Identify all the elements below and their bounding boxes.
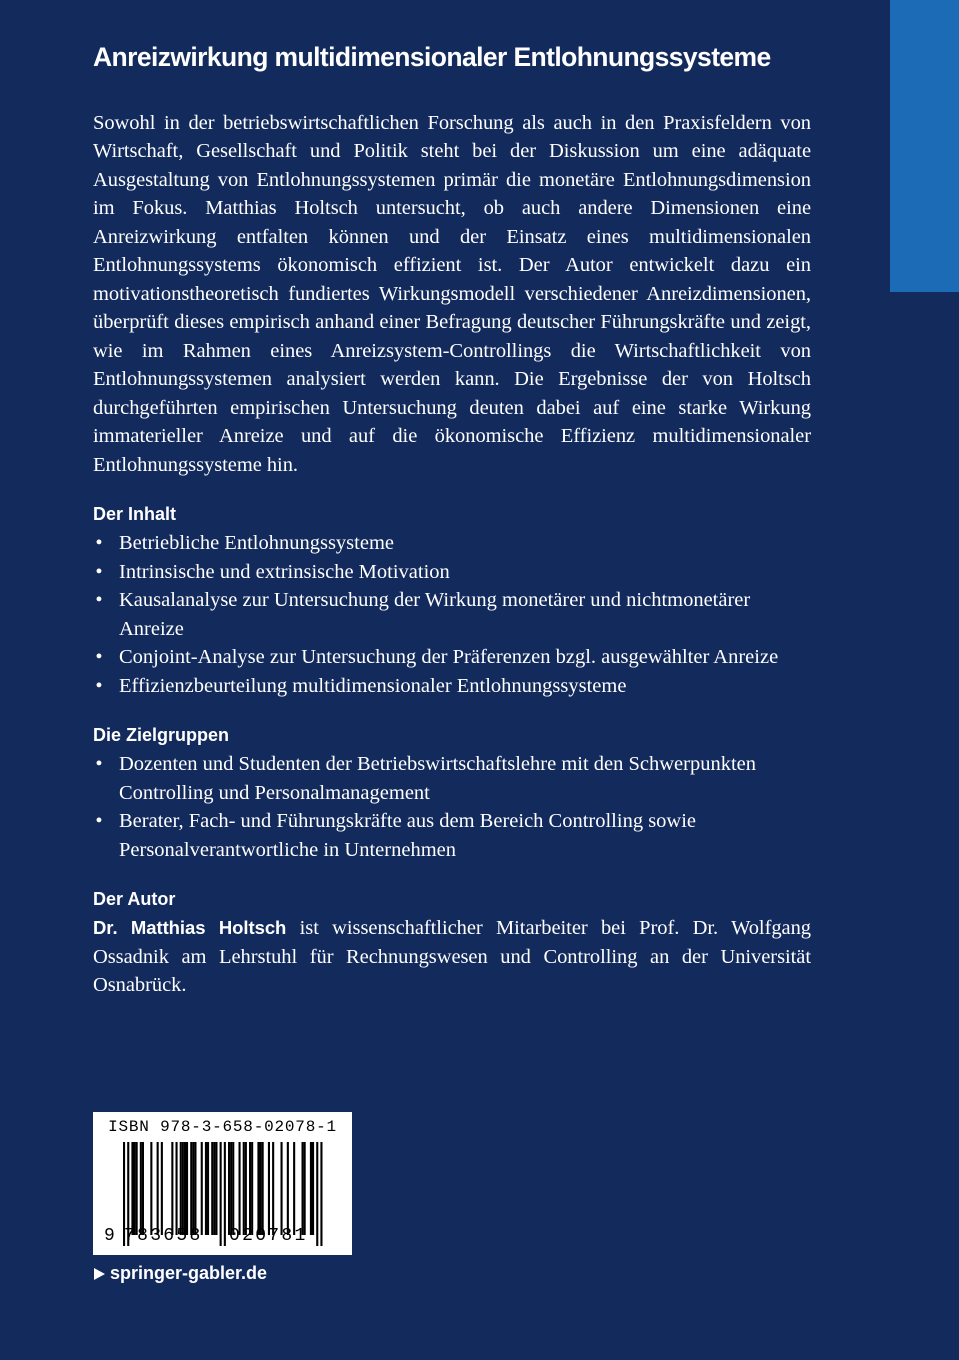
list-item [93, 529, 811, 558]
zielgruppen-heading: Die Zielgruppen [93, 725, 230, 746]
list-item [93, 558, 811, 587]
bullet-icon: • [95, 674, 103, 697]
list-item [93, 643, 811, 672]
list-item-text: Kausalanalyse zur Untersuchung der Wirkung monetärer und nichtmonetärer Anreize [119, 589, 751, 640]
book-title: Anreizwirkung multidimensionaler Entlohnungssysteme [93, 42, 771, 72]
barcode-bar [161, 1142, 163, 1235]
barcode-bar [224, 1142, 226, 1246]
barcode-bar [268, 1142, 270, 1235]
list-item [93, 672, 811, 701]
barcode-bar [232, 1142, 234, 1235]
barcode-bar [207, 1142, 209, 1235]
barcode-bar [262, 1142, 264, 1235]
barcode-bar [310, 1142, 312, 1235]
barcode-bar [320, 1142, 322, 1246]
barcode-bar [190, 1142, 192, 1235]
barcode-bar [230, 1142, 232, 1235]
bullet-icon: • [95, 560, 103, 583]
barcode-bar [260, 1142, 262, 1235]
author-name: Dr. Matthias Holtsch [93, 917, 287, 939]
list-item [93, 586, 811, 643]
bullet-icon: • [95, 589, 103, 612]
list-item-text: Berater, Fach- und Führungskräfte aus dem Bereich Controlling sowie Personalverantwortliche in Unternehmen [119, 810, 697, 861]
barcode-bar [205, 1142, 207, 1235]
barcode-bar [213, 1142, 215, 1235]
accent-tab [890, 0, 959, 292]
barcode-bar [134, 1142, 136, 1235]
barcode-bar [239, 1142, 241, 1235]
bullet-icon: • [95, 810, 103, 833]
barcode-bar [186, 1142, 188, 1235]
list-item [93, 807, 811, 864]
author-bio-text: ist wissenschaftlicher Mitarbeiter bei Prof. Dr. Wolfgang Ossadnik am Lehrstuhl für Rechnungswesen und Controlling an der Universität Osnabrück. [93, 917, 811, 997]
bullet-icon: • [95, 753, 103, 776]
barcode-bar [201, 1142, 203, 1235]
barcode-bar [257, 1142, 259, 1235]
barcode-bar [243, 1142, 245, 1235]
barcode-bar [251, 1142, 253, 1235]
list-item [93, 750, 811, 807]
barcode-bar [304, 1142, 306, 1235]
barcode-bar [157, 1142, 159, 1235]
barcode-bar [293, 1142, 295, 1235]
barcode-bar [182, 1142, 184, 1235]
ean-first-digit: 9 [104, 1226, 115, 1246]
autor-heading: Der Autor [93, 889, 176, 910]
inhalt-list [93, 529, 811, 700]
list-item-text: Dozenten und Studenten der Betriebswirtschaftslehre mit den Schwerpunkten Controlling und Personalmanagement [119, 753, 757, 804]
barcode-bar [228, 1142, 230, 1235]
zielgruppen-list [93, 750, 811, 864]
barcode-bar [171, 1142, 173, 1235]
bullet-icon: • [95, 532, 103, 555]
author-bio [93, 914, 811, 1000]
list-item-text: Conjoint-Analyse zur Untersuchung der Präferenzen bzgl. ausgewählter Anreize [119, 646, 779, 669]
book-description: Sowohl in der betriebswirtschaftlichen Forschung als auch in den Praxisfeldern von Wirtschaft, Gesellschaft und Politik steht bei der Diskussion um eine adäquate Ausgestaltung von Entlohnungssystemen primär die monetäre Entlohnungsdimension im Fokus. Matthias Holtsch untersucht, ob auch andere Dimensionen eine Anreizwirkung entfalten können und der Einsatz eines multidimensionalen Entlohnungssystems ökonomisch effizient ist. Der Autor entwickelt dazu ein motivationstheoretisch fundiertes Wirkungsmodell verschiedener Anreizdimensionen, überprüft dieses empirisch anhand einer Befragung deutscher Führungskräfte und zeigt, wie im Rahmen eines Anreizsystem-Controllings die Wirtschaftlichkeit von Entlohnungssystemen analysiert werden kann. Die Ergebnisse der von Holtsch durchgeführten empirischen Untersuchung deuten dabei auf eine starke Wirkung immaterieller Anreize und auf die ökonomische Effizienz multidimensionaler Entlohnungssysteme hin. [93, 111, 811, 476]
barcode-bar [142, 1142, 144, 1235]
list-item-text: Betriebliche Entlohnungssysteme [119, 532, 394, 555]
barcode-bar [220, 1142, 222, 1246]
inhalt-heading: Der Inhalt [93, 504, 177, 525]
publisher-link[interactable] [93, 1263, 267, 1284]
barcode-bar [302, 1142, 304, 1235]
ean-left-digits: 783658 [124, 1226, 203, 1246]
barcode-bar [192, 1142, 194, 1235]
barcode-bar [272, 1142, 274, 1235]
barcode-bar [249, 1142, 251, 1235]
list-item-text: Effizienzbeurteilung multidimensionaler Entlohnungssysteme [119, 674, 627, 697]
barcode-bar [215, 1142, 217, 1235]
back-cover-content [93, 42, 811, 1000]
barcode-bar [180, 1142, 182, 1235]
isbn-label: ISBN 978-3-658-02078-1 [108, 1118, 337, 1136]
barcode-bar [184, 1142, 186, 1235]
barcode-bar [140, 1142, 142, 1235]
bullet-icon: • [95, 646, 103, 669]
triangle-arrow-icon [93, 1267, 106, 1281]
barcode-bar [316, 1142, 318, 1246]
publisher-url: springer-gabler.de [110, 1263, 268, 1283]
barcode-bar [131, 1142, 133, 1235]
barcode-bar [281, 1142, 283, 1235]
barcode-bar [136, 1142, 138, 1235]
barcode-bar [150, 1142, 152, 1235]
barcode-bar [211, 1142, 213, 1235]
barcode-bar [245, 1142, 247, 1235]
ean-right-digits: 020781 [229, 1226, 308, 1246]
barcode-bar [176, 1142, 178, 1235]
list-item-text: Intrinsische und extrinsische Motivation [119, 560, 450, 583]
barcode-bar [312, 1142, 314, 1235]
barcode-bar [287, 1142, 289, 1235]
barcode-bar [194, 1142, 196, 1235]
